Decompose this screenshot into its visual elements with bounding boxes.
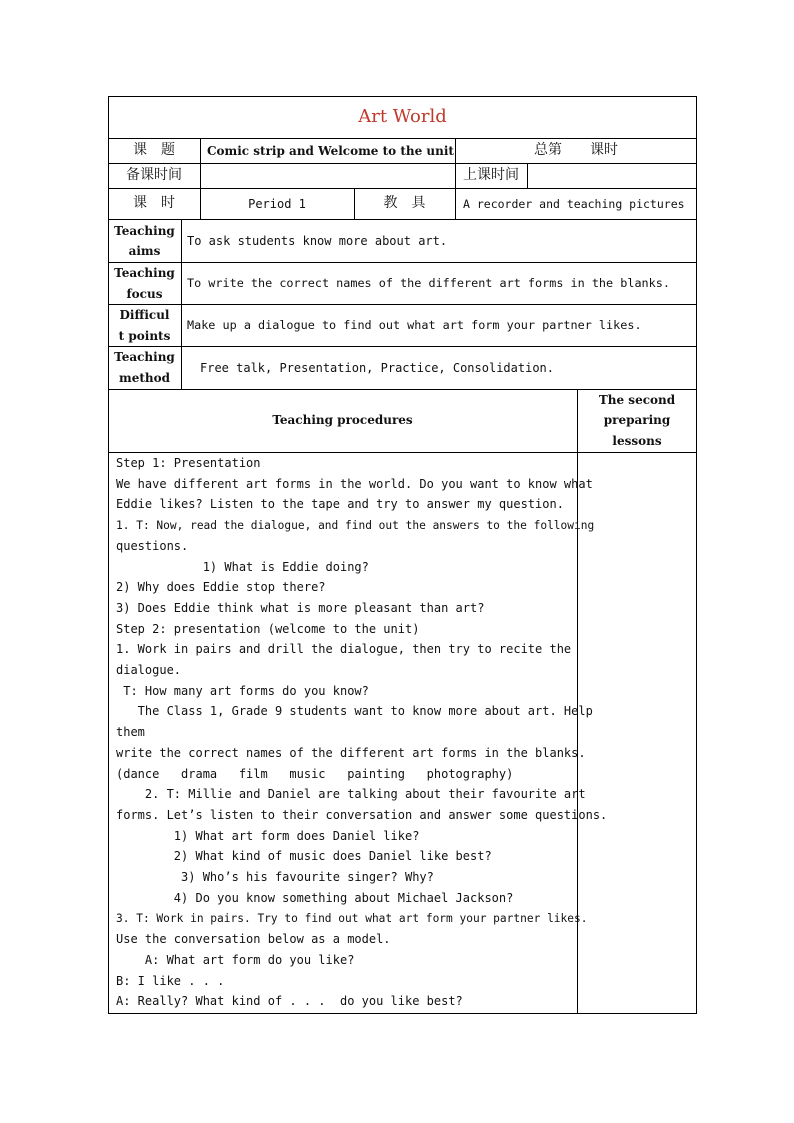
period-value: Period 1 [248, 197, 306, 211]
procedure-line: dialogue. [116, 663, 182, 677]
procedure-line: A: Really? What kind of . . . do you like best? [116, 994, 463, 1009]
topic-label: 课 题 [133, 142, 175, 158]
row-divider [108, 163, 697, 164]
method-label: method [119, 371, 170, 385]
row-divider [108, 138, 697, 139]
prep-time-label: 备课时间 [126, 167, 182, 183]
procedure-line: forms. Let’s listen to their conversation and answer some questions. [116, 807, 608, 822]
procedure-line: (dance drama film music painting photography) [116, 766, 514, 781]
procedure-line: 4) Do you know something about Michael Jackson? [116, 890, 514, 905]
procedure-line: Step 2: presentation (welcome to the unit) [116, 621, 420, 636]
procedure-line: questions. [116, 538, 189, 553]
procedure-line: 3. T: Work in pairs. Try to find out what art form your partner likes. [116, 912, 588, 926]
method-value: Free talk, Presentation, Practice, Consolidation. [200, 361, 555, 375]
row-divider [108, 188, 697, 189]
row-divider [108, 219, 697, 220]
procedure-line: The Class 1, Grade 9 students want to know more about art. Help [116, 704, 593, 719]
method-label: Teaching [114, 350, 175, 364]
procedure-line: 1. T: Now, read the dialogue, and find out the answers to the following [116, 519, 595, 533]
page-title: Art World [358, 106, 447, 127]
col-divider [527, 163, 528, 188]
aims-label: Teaching [114, 224, 175, 238]
procedure-line: 2. T: Millie and Daniel are talking about their favourite art [116, 787, 586, 802]
procedure-line: We have different art forms in the world. Do you want to know what [116, 476, 593, 491]
second-preparing-heading: lessons [612, 434, 662, 448]
procedures-heading: Teaching procedures [272, 413, 413, 427]
row-divider [108, 304, 697, 305]
procedure-line: A: What art form do you like? [116, 952, 355, 967]
procedure-line: T: How many art forms do you know? [116, 683, 369, 698]
procedure-line: 1) What art form does Daniel like? [116, 828, 420, 843]
aims-label: aims [128, 244, 161, 258]
procedure-line: B: I like . . . [116, 973, 225, 988]
second-preparing-heading: The second [598, 393, 676, 407]
focus-label: Teaching [114, 266, 175, 280]
difficult-value: Make up a dialogue to find out what art form your partner likes. [187, 318, 642, 332]
tools-label: 教 具 [383, 195, 426, 211]
second-preparing-heading: preparing [603, 413, 671, 427]
procedure-line: them [116, 725, 145, 740]
difficult-label: t points [118, 329, 171, 343]
row-divider [108, 452, 697, 453]
col-divider [181, 219, 182, 389]
row-divider [108, 389, 697, 390]
procedure-line: Step 1: Presentation [116, 456, 261, 470]
procedure-line: 3) Does Eddie think what is more pleasant than art? [116, 600, 485, 615]
focus-value: To write the correct names of the different art forms in the blanks. [187, 276, 670, 290]
row-divider [108, 346, 697, 347]
aims-value: To ask students know more about art. [187, 234, 448, 248]
procedure-line: 1) What is Eddie doing? [116, 559, 369, 574]
total-lessons-label: 总第 课时 [534, 142, 618, 158]
difficult-label: Difficul [119, 308, 170, 322]
focus-label: focus [126, 287, 163, 301]
row-divider [108, 262, 697, 263]
tools-value: A recorder and teaching pictures [463, 197, 685, 211]
topic-value: Comic strip and Welcome to the unit [207, 144, 454, 158]
procedure-line: 2) What kind of music does Daniel like best? [116, 849, 492, 864]
class-time-label: 上课时间 [463, 167, 519, 183]
procedure-line: write the correct names of the different art forms in the blanks. [116, 745, 586, 760]
procedure-line: 3) Who’s his favourite singer? Why? [116, 870, 434, 884]
period-label: 课 时 [133, 195, 175, 211]
procedure-line: Eddie likes? Listen to the tape and try to answer my question. [116, 497, 564, 512]
procedure-line: Use the conversation below as a model. [116, 932, 391, 947]
procedure-line: 2) Why does Eddie stop there? [116, 580, 326, 595]
procedure-line: 1. Work in pairs and drill the dialogue, then try to recite the [116, 642, 572, 657]
